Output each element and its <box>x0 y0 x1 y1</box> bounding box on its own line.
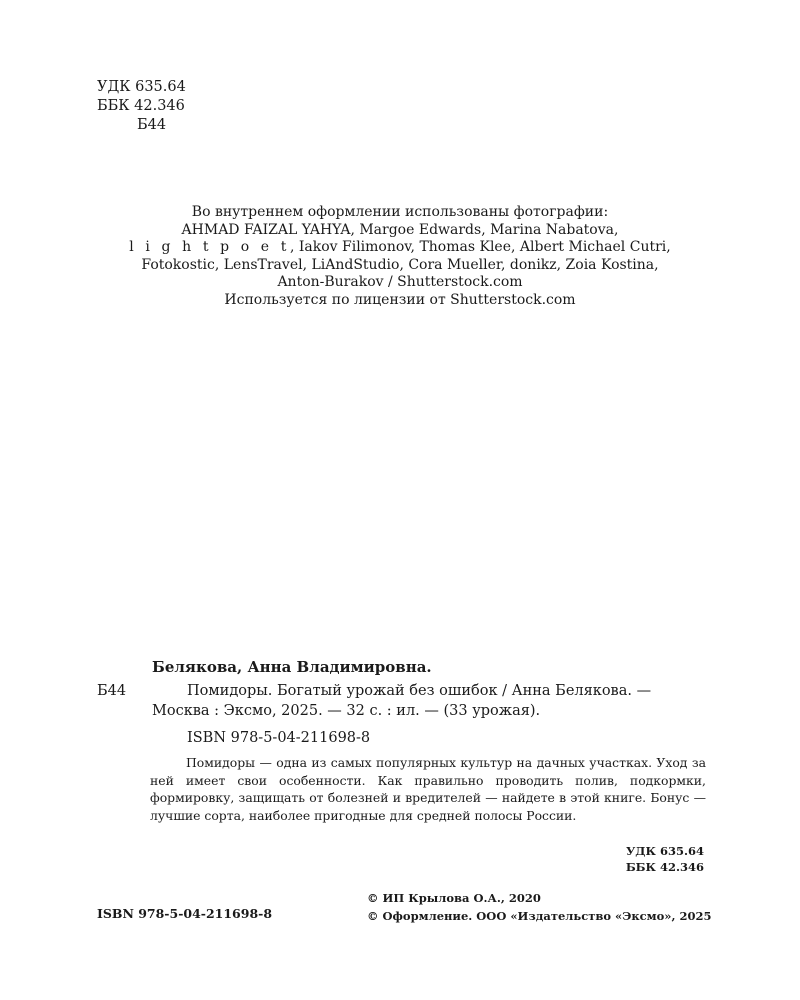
photo-credit-spaced-name: l i g h t p o e t <box>129 239 290 255</box>
copyright-line: © ИП Крылова О.А., 2020 <box>367 891 541 905</box>
bbk-code: ББК 42.346 <box>97 98 185 114</box>
photo-credits <box>100 204 700 309</box>
author-mark: Б44 <box>97 683 127 699</box>
copyright-line: © Оформление. ООО «Издательство «Эксмо», 2025 <box>367 909 712 923</box>
publication-line: Москва : Эксмо, 2025. — 32 с. : ил. — (33 урожая). <box>152 703 541 719</box>
author-heading: Белякова, Анна Владимировна. <box>152 658 432 676</box>
bbk-code: ББК 42.346 <box>625 860 704 874</box>
photo-credits-intro: Во внутреннем оформлении использованы фотографии: <box>191 204 609 220</box>
photo-credits-line: Fotokostic, LensTravel, LiAndStudio, Cora Mueller, donikz, Zoia Kostina, <box>141 256 659 273</box>
photo-credits-line: Anton-Burakov / Shutterstock.com <box>277 274 523 290</box>
isbn-footer: ISBN 978-5-04-211698-8 <box>97 906 273 921</box>
classification-codes-bottom <box>626 843 704 875</box>
author-mark: Б44 <box>137 117 167 133</box>
photo-credit-names: , Iakov Filimonov, Thomas Klee, Albert Michael Cutri, <box>289 239 671 255</box>
isbn: ISBN 978-5-04-211698-8 <box>187 730 371 746</box>
udk-code: УДК 635.64 <box>625 844 704 858</box>
photo-credits-line <box>100 239 700 257</box>
classification-codes <box>97 78 186 135</box>
photo-credits-line: AHMAD FAIZAL YAHYA, Margoe Edwards, Marina Nabatova, <box>181 221 619 238</box>
book-title-line: Помидоры. Богатый урожай без ошибок / Анна Белякова. — <box>187 683 652 699</box>
udk-code: УДК 635.64 <box>97 79 186 95</box>
license-note: Используется по лицензии от Shutterstock.com <box>224 291 576 308</box>
copyright-block <box>367 889 712 925</box>
annotation: Помидоры — одна из самых популярных культур на дачных участках. Уход за ней имеет свои особенности. Как правильно проводить полив, подкормки, формировку, защищать от болезней и вредителей — найдете в этой книге. Бонус — лучшие сорта, наиболее пригодные для средней полосы России. <box>150 755 706 823</box>
